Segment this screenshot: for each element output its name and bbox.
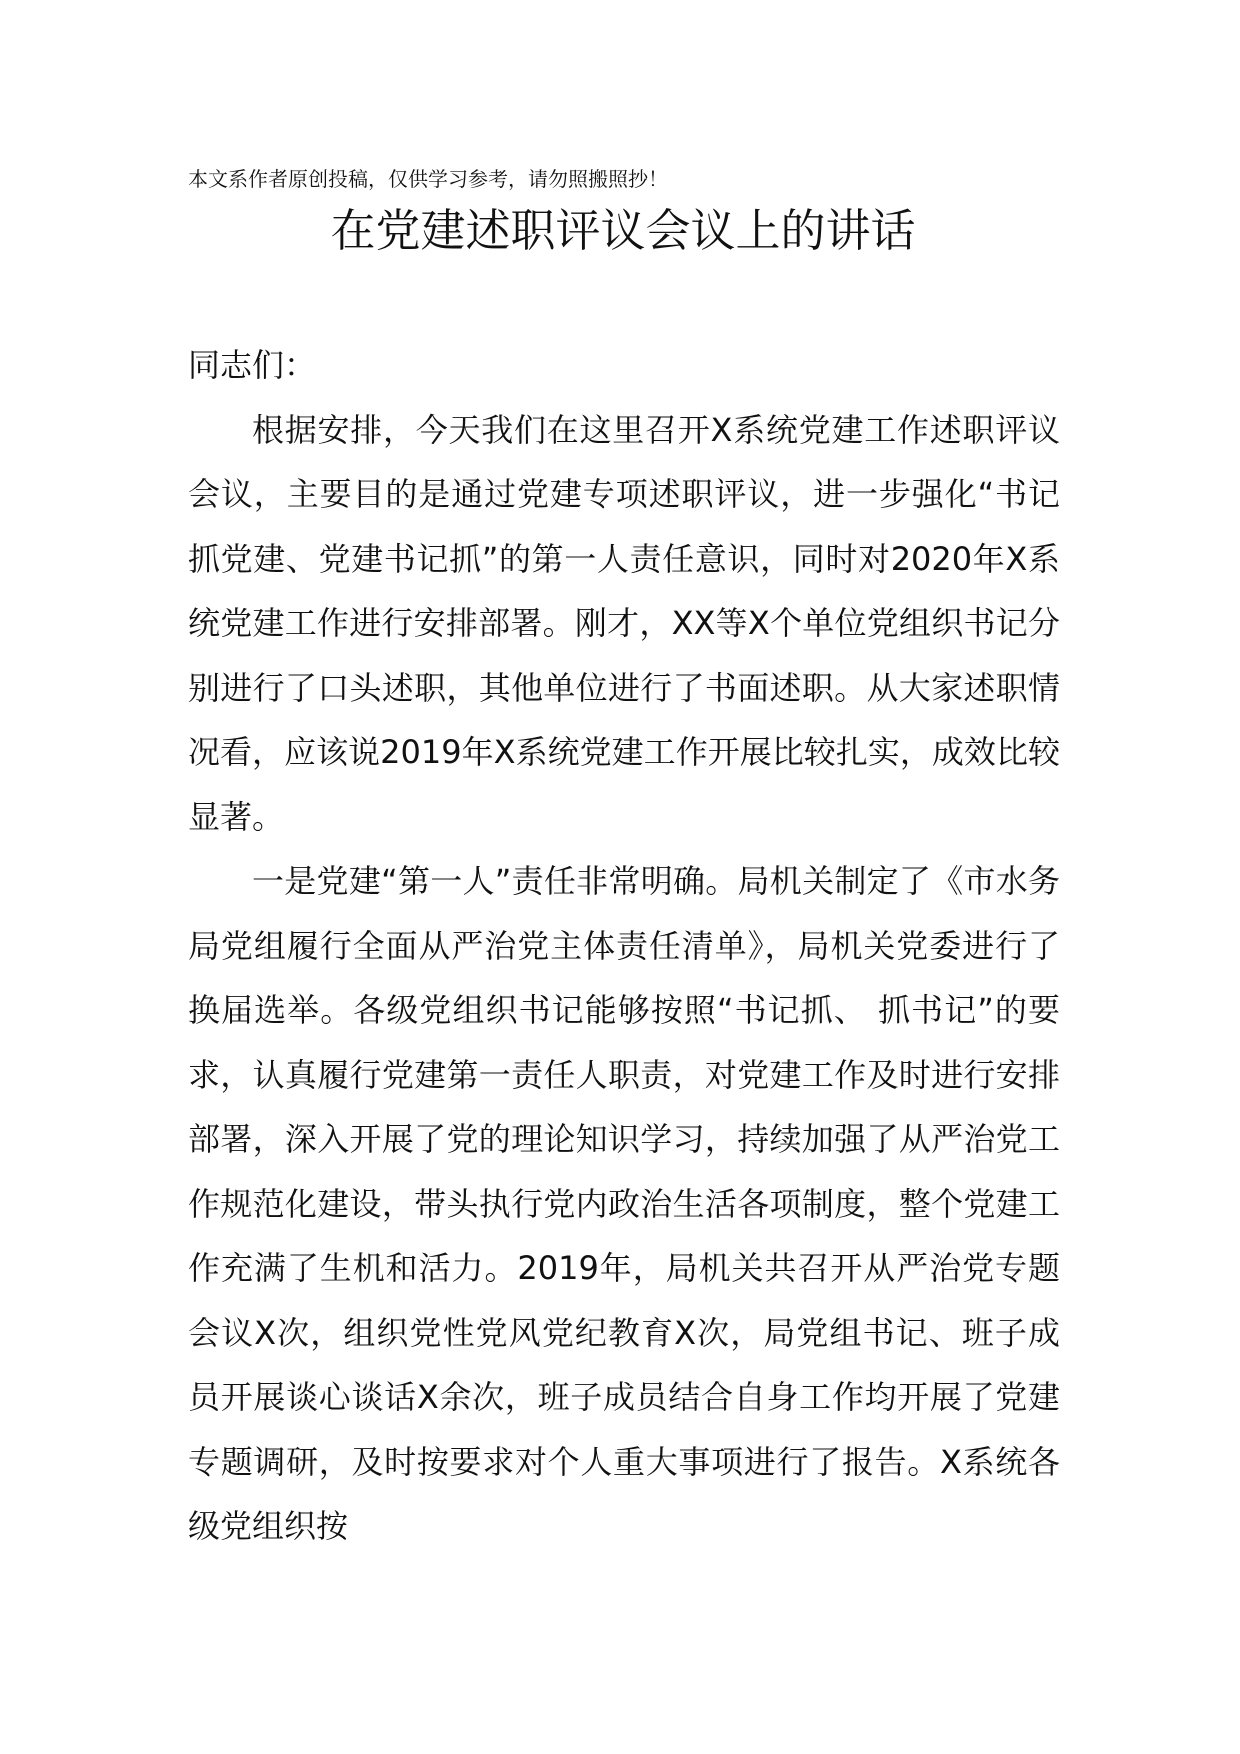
copyright-notice: 本文系作者原创投稿，仅供学习参考，请勿照搬照抄！: [188, 167, 668, 191]
paragraph-2: 一是党建“第一人”责任非常明确。局机关制定了《市水务局党组履行全面从严治党主体责任清单》，局机关党委进行了换届选举。各级党组织书记能够按照“书记抓、 抓书记”的要求，认真履行党建第一责任人职责，对党建工作及时进行安排部署，深入开展了党的理论知识学习，持续加强了从严治党工作规范化建设，带头执行党内政治生活各项制度，整个党建工作充满了生机和活力。2019年，局机关共召开从严治党专题会议X次，组织党性党风党纪教育X次，局党组书记、班子成员开展谈心谈话X余次，班子成员结合自身工作均开展了党建专题调研，及时按要求对个人重大事项进行了报告。X系统各级党组织按: [188, 862, 1060, 1545]
salutation: 同志们：: [188, 346, 317, 384]
paragraph-1: 根据安排，今天我们在这里召开X系统党建工作述职评议会议，主要目的是通过党建专项述职评议，进一步强化“书记抓党建、党建书记抓”的第一人责任意识，同时对2020年X系统党建工作进行安排部署。刚才，XX等X个单位党组织书记分别进行了口头述职，其他单位进行了书面述职。从大家述职情况看，应该说2019年X系统党建工作开展比较扎实，成效比较显著。: [188, 410, 1060, 836]
document-body: [188, 333, 1060, 1559]
document-title: 在党建述职评议会议上的讲话: [330, 204, 916, 257]
